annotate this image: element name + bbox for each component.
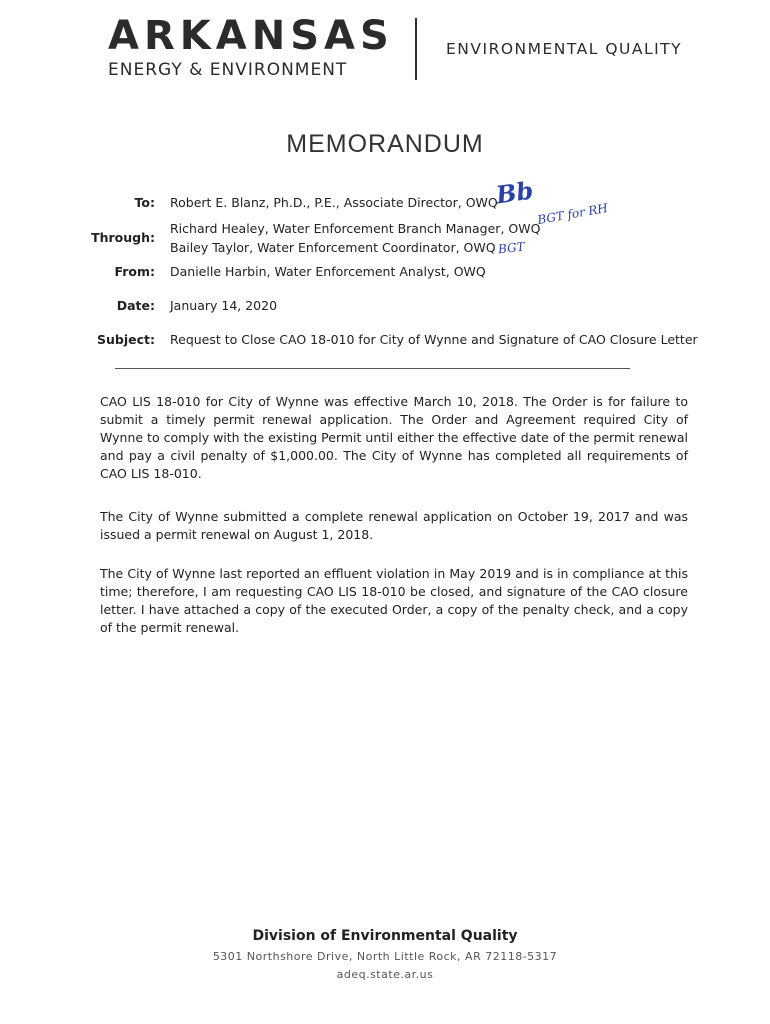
letterhead-department: ENERGY & ENVIRONMENT — [108, 60, 348, 80]
footer-website: adeq.state.ar.us — [336, 968, 434, 981]
date-label: Date: — [116, 298, 155, 313]
subject-label: Subject: — [97, 332, 155, 347]
to-label: To: — [134, 195, 155, 210]
from-label: From: — [114, 264, 155, 279]
letterhead-divider — [415, 18, 417, 80]
to-value: Robert E. Blanz, Ph.D., P.E., Associate Director, OWQ — [170, 195, 498, 210]
memo-title: MEMORANDUM — [286, 130, 484, 158]
letterhead-division: ENVIRONMENTAL QUALITY — [446, 40, 683, 58]
to-initials-handwritten: Bb — [494, 175, 535, 210]
through-label: Through: — [91, 230, 155, 245]
header-rule — [115, 368, 630, 369]
through-value-line2: Bailey Taylor, Water Enforcement Coordinator, OWQ — [170, 240, 496, 255]
letterhead-agency: ARKANSAS — [108, 13, 394, 59]
footer-address: 5301 Northshore Drive, North Little Rock, AR 72118-5317 — [212, 950, 558, 963]
through2-initials-handwritten: BGT — [497, 239, 526, 257]
through-value-line1: Richard Healey, Water Enforcement Branch Manager, OWQ — [170, 221, 541, 236]
body-paragraph: CAO LIS 18-010 for City of Wynne was effective March 10, 2018. The Order is for failure to submit a timely permit renewal application. The Order and Agreement required City of Wynne to comply with the existing Permit until either the effective date of the permit renewal and pay a civil penalty of $1,000.00. The City of Wynne has completed all requirements of CAO LIS 18-010. — [100, 394, 688, 481]
through1-initials-handwritten: BGT for RH — [536, 200, 609, 228]
date-value: January 14, 2020 — [170, 298, 278, 313]
from-value: Danielle Harbin, Water Enforcement Analyst, OWQ — [170, 264, 486, 279]
subject-value: Request to Close CAO 18-010 for City of Wynne and Signature of CAO Closure Letter — [170, 332, 698, 347]
footer-division-title: Division of Environmental Quality — [252, 928, 518, 944]
body-paragraph: The City of Wynne last reported an effluent violation in May 2019 and is in compliance at this time; therefore, I am requesting CAO LIS 18-010 be closed, and signature of the CAO closure letter. I have attached a copy of the executed Order, a copy of the penalty check, and a copy of the permit renewal. — [100, 566, 688, 635]
body-paragraph: The City of Wynne submitted a complete renewal application on October 19, 2017 and was issued a permit renewal on August 1, 2018. — [100, 509, 688, 542]
